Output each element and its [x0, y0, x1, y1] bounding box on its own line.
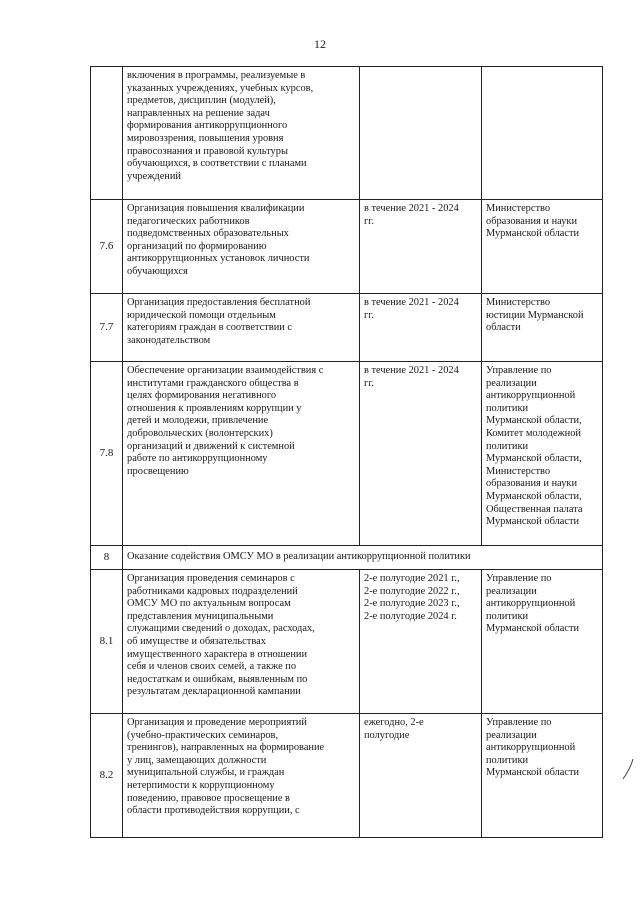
section-row	[91, 546, 603, 570]
term-cell: ежегодно, 2-е полугодие	[360, 714, 482, 838]
row-number: 7.8	[91, 362, 123, 546]
term-cell: в течение 2021 - 2024 гг.	[360, 362, 482, 546]
term-cell: 2-е полугодие 2021 г., 2-е полугодие 2022 г., 2-е полугодие 2023 г., 2-е полугодие 2024 г.	[360, 570, 482, 714]
measure-cell: Организация проведения семинаров с работниками кадровых подразделений ОМСУ МО по актуальным вопросам представления муниципальными служащими сведений о доходах, расходах, об имуществе и обязательствах имущественного характера в отношении себя и членов своих семей, а также по недостаткам и ошибкам, выявленным по результатам декларационной кампании	[123, 570, 360, 714]
measure-cell: Организация повышения квалификации педагогических работников подведомственных образовательных организаций по формированию антикоррупционных установок личности обучающихся	[123, 200, 360, 294]
action-plan-table	[90, 66, 603, 838]
executor-cell: Министерство юстиции Мурманской области	[482, 294, 603, 362]
row-number: 8.2	[91, 714, 123, 838]
table-row	[91, 294, 603, 362]
row-number: 8.1	[91, 570, 123, 714]
row-number: 7.7	[91, 294, 123, 362]
scan-pen-mark	[622, 758, 634, 780]
executor-cell: Управление по реализации антикоррупционной политики Мурманской области	[482, 714, 603, 838]
table-row	[91, 362, 603, 546]
section-number: 8	[91, 546, 123, 570]
row-number	[91, 67, 123, 200]
row-number: 7.6	[91, 200, 123, 294]
term-cell: в течение 2021 - 2024 гг.	[360, 200, 482, 294]
measure-cell: Организация и проведение мероприятий (учебно-практических семинаров, тренингов), направленных на формирование у лиц, замещающих должности муниципальной службы, и граждан нетерпимости к коррупционному поведению, правовое просвещение в области противодействия коррупции, с	[123, 714, 360, 838]
term-cell: в течение 2021 - 2024 гг.	[360, 294, 482, 362]
term-cell	[360, 67, 482, 200]
page-number: 12	[314, 37, 326, 51]
table-row	[91, 714, 603, 838]
executor-cell	[482, 67, 603, 200]
executor-cell: Управление по реализации антикоррупционной политики Мурманской области, Комитет молодежной политики Мурманской области, Министерство образования и науки Мурманской области, Общественная палата Мурманской области	[482, 362, 603, 546]
table-row	[91, 200, 603, 294]
executor-cell: Управление по реализации антикоррупционной политики Мурманской области	[482, 570, 603, 714]
table-row	[91, 67, 603, 200]
executor-cell: Министерство образования и науки Мурманской области	[482, 200, 603, 294]
measure-cell: Организация предоставления бесплатной юридической помощи отдельным категориям граждан в соответствии с законодательством	[123, 294, 360, 362]
section-title: Оказание содействия ОМСУ МО в реализации антикоррупционной политики	[123, 546, 603, 570]
table-row	[91, 570, 603, 714]
measure-cell: Обеспечение организации взаимодействия с институтами гражданского общества в целях формирования негативного отношения к проявлениям коррупции у детей и молодежи, привлечение добровольческих (волонтерских) организаций и движений к системной работе по антикоррупционному просвещению	[123, 362, 360, 546]
measure-cell: включения в программы, реализуемые в указанных учреждениях, учебных курсов, предметов, дисциплин (модулей), направленных на решение задач формирования антикоррупционного мировоззрения, повышения уровня правосознания и правовой культуры обучающихся, в соответствии с планами учреждений	[123, 67, 360, 200]
